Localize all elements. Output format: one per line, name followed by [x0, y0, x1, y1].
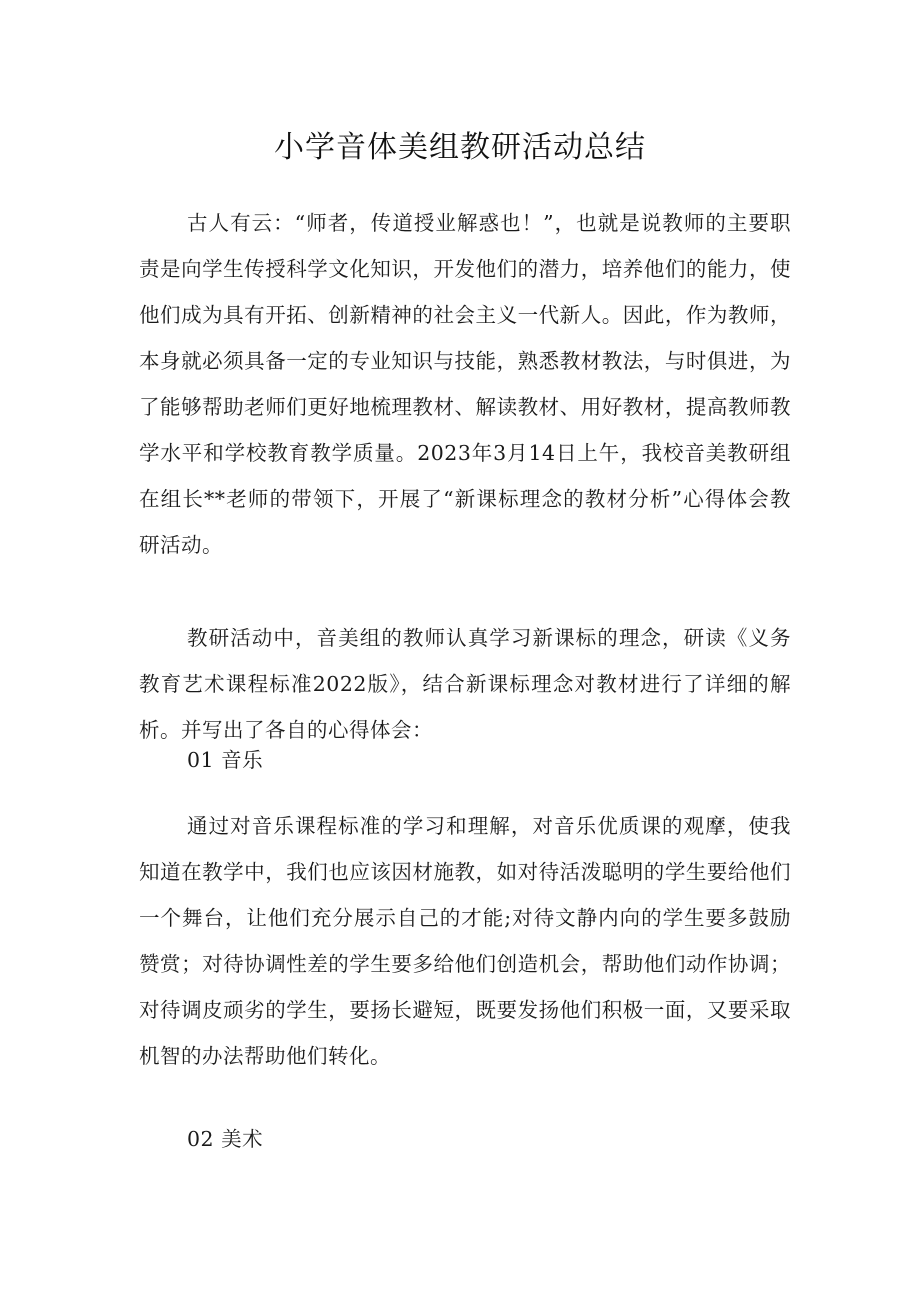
- section-heading-art: 02 美术: [187, 1127, 264, 1151]
- activity-paragraph: 教研活动中，音美组的教师认真学习新课标的理念，研读《义务教育艺术课程标准2022版》，结合新课标理念对教材进行了详细的解析。并写出了各自的心得体会：: [139, 626, 791, 742]
- intro-paragraph: 古人有云：“师者，传道授业解惑也！”，也就是说教师的主要职责是向学生传授科学文化知识，开发他们的潜力，培养他们的能力，使他们成为具有开拓、创新精神的社会主义一代新人。因此，作为教师，本身就必须具备一定的专业知识与技能，熟悉教材教法，与时俱进，为了能够帮助老师们更好地梳理教材、解读教材、用好教材，提高教师教学水平和学校教育教学质量。2023年3月14日上午，我校音美教研组在组长**老师的带领下，开展了“新课标理念的教材分析”心得体会教研活动。: [139, 211, 791, 557]
- section-body-music: 通过对音乐课程标准的学习和理解，对音乐优质课的观摩，使我知道在教学中，我们也应该因材施教，如对待活泼聪明的学生要给他们一个舞台，让他们充分展示自己的才能;对待文静内向的学生要多鼓励赞赏；对待协调性差的学生要多给他们创造机会，帮助他们动作协调；对待调皮顽劣的学生，要扬长避短，既要发扬他们积极一面，又要采取机智的办法帮助他们转化。: [139, 814, 791, 1068]
- section-heading-music: 01 音乐: [187, 748, 264, 772]
- document-title: 小学音体美组教研活动总结: [274, 130, 646, 165]
